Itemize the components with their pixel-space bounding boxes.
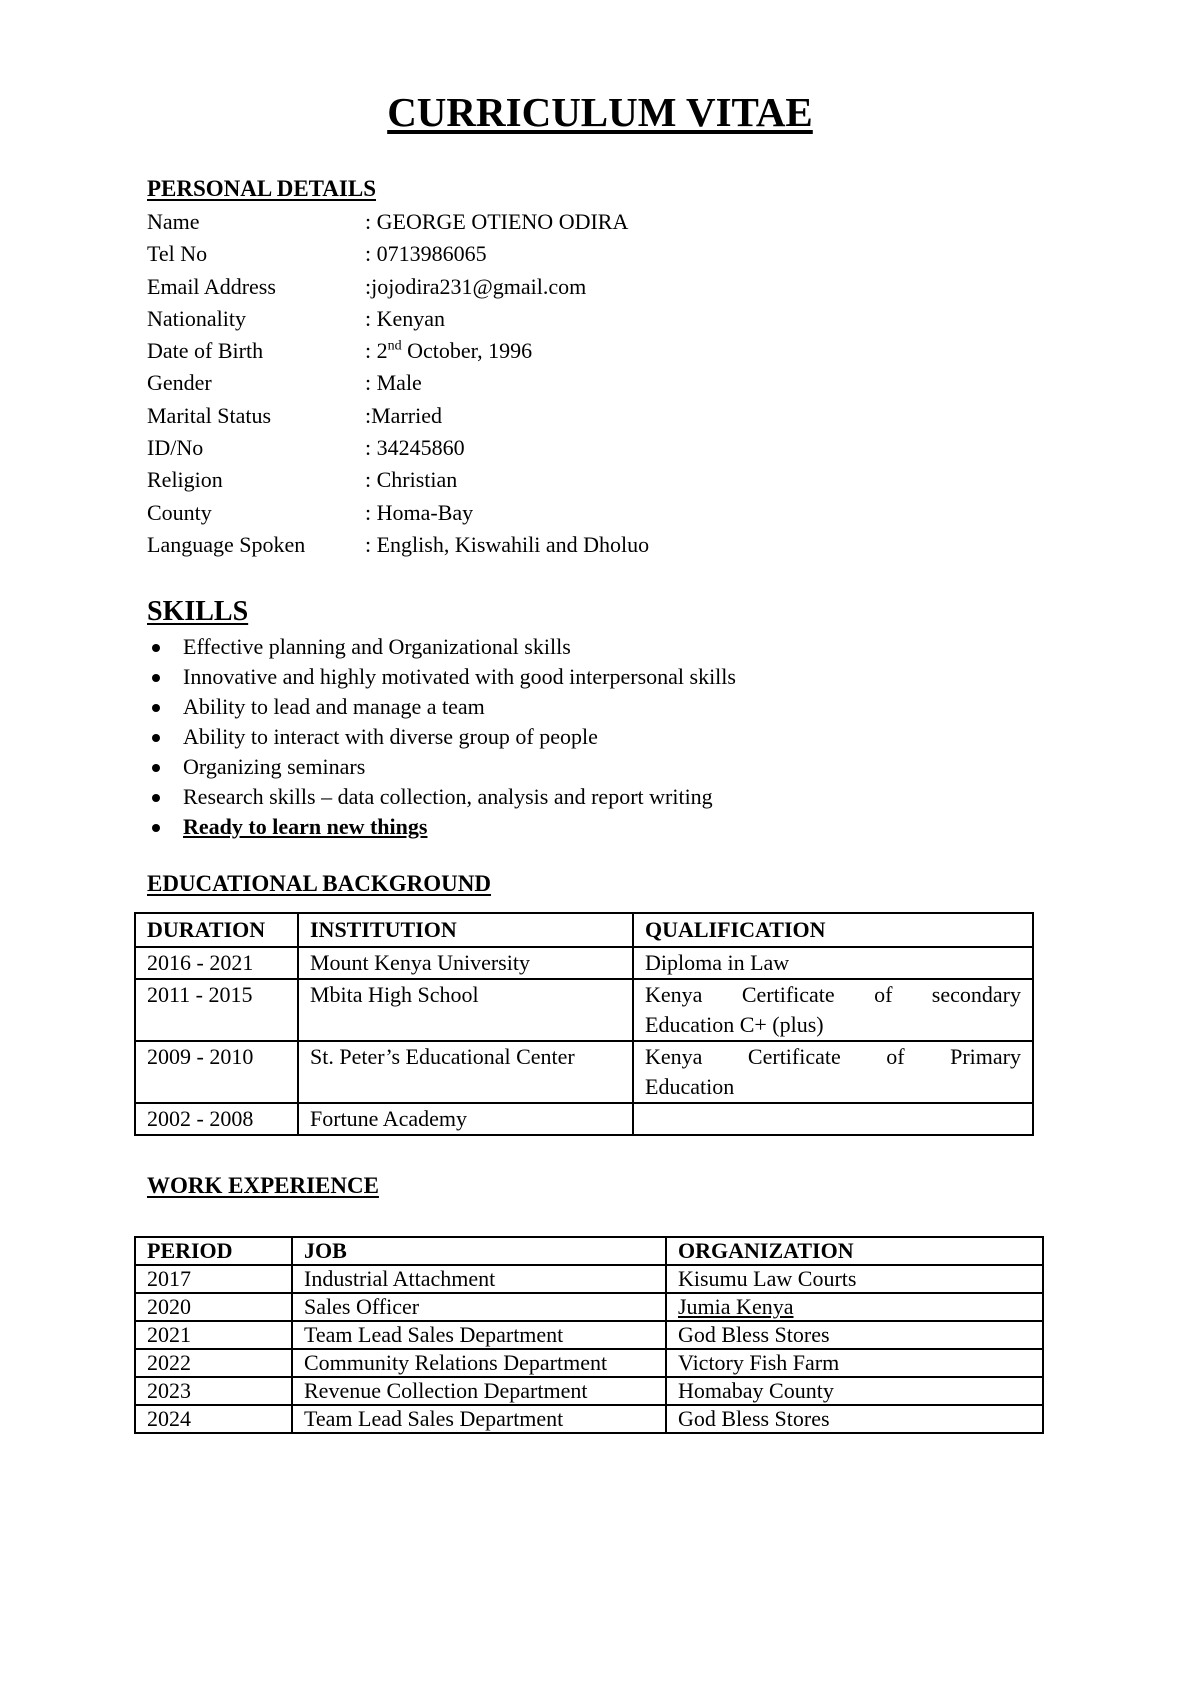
- column-header: PERIOD: [135, 1237, 292, 1265]
- detail-label: Date of Birth: [147, 338, 264, 364]
- job-cell: Industrial Attachment: [292, 1265, 666, 1293]
- job-cell: Revenue Collection Department: [292, 1377, 666, 1405]
- table-row: [135, 979, 1033, 1041]
- qualification-line: Education C+ (plus): [645, 1012, 824, 1037]
- detail-label: Name: [147, 209, 200, 234]
- detail-row-name: [147, 206, 649, 238]
- period-cell: 2020: [135, 1293, 292, 1321]
- work-experience-heading: WORK EXPERIENCE: [147, 1173, 379, 1198]
- detail-row-language: [147, 529, 649, 561]
- detail-row-county: [147, 497, 649, 529]
- detail-value: : English, Kiswahili and Dholuo: [365, 531, 650, 557]
- skills-list: [147, 632, 736, 842]
- list-item: [147, 692, 736, 722]
- organization-name: Jumia Kenya: [678, 1294, 794, 1319]
- qualification-cell: [633, 1103, 1033, 1135]
- bullet-icon: [152, 764, 160, 772]
- bullet-icon: [152, 824, 160, 832]
- detail-label: Language Spoken: [147, 531, 306, 557]
- column-header: ORGANIZATION: [666, 1237, 1043, 1265]
- duration-cell: 2009 - 2010: [135, 1041, 298, 1103]
- period-cell: 2024: [135, 1405, 292, 1433]
- detail-row-email: [147, 271, 649, 303]
- table-row: [135, 1321, 1043, 1349]
- organization-cell: [666, 1293, 1043, 1321]
- period-cell: 2022: [135, 1349, 292, 1377]
- job-cell: Sales Officer: [292, 1293, 666, 1321]
- institution-cell: Fortune Academy: [298, 1103, 633, 1135]
- detail-value: : Male: [365, 370, 422, 396]
- table-row: [135, 1103, 1033, 1135]
- personal-details-heading: PERSONAL DETAILS: [147, 176, 377, 201]
- skill-text: Ability to interact with diverse group of people: [183, 724, 598, 749]
- period-cell: 2021: [135, 1321, 292, 1349]
- organization-cell: Kisumu Law Courts: [666, 1265, 1043, 1293]
- detail-label: Gender: [147, 370, 212, 396]
- detail-row-id: [147, 432, 649, 464]
- bullet-icon: [152, 734, 160, 742]
- period-cell: 2023: [135, 1377, 292, 1405]
- skills-heading: SKILLS: [147, 596, 249, 627]
- list-item: [147, 662, 736, 692]
- detail-label: Marital Status: [147, 402, 272, 428]
- column-header: QUALIFICATION: [633, 913, 1033, 947]
- bullet-icon: [152, 794, 160, 802]
- table-row: [135, 1041, 1033, 1103]
- duration-cell: 2002 - 2008: [135, 1103, 298, 1135]
- detail-value: : Kenyan: [365, 305, 446, 331]
- skill-text: Ready to learn new things: [183, 814, 428, 839]
- institution-cell: St. Peter’s Educational Center: [298, 1041, 633, 1103]
- qualification-cell: [633, 947, 1033, 979]
- dob-ordinal: nd: [387, 338, 402, 354]
- detail-row-dob: [147, 335, 649, 367]
- detail-row-marital: [147, 400, 649, 432]
- institution-cell: Mount Kenya University: [298, 947, 633, 979]
- education-table: [134, 912, 1034, 1136]
- job-cell: Community Relations Department: [292, 1349, 666, 1377]
- detail-value: :jojodira231@gmail.com: [365, 273, 587, 299]
- table-row: [135, 1293, 1043, 1321]
- bullet-icon: [152, 674, 160, 682]
- qualification-line: Education: [645, 1074, 735, 1099]
- detail-label: County: [147, 499, 212, 525]
- work-experience-table: [134, 1236, 1044, 1434]
- detail-value: [365, 335, 532, 367]
- detail-label: Tel No: [147, 241, 208, 267]
- table-row: [135, 947, 1033, 979]
- skill-text: Innovative and highly motivated with good interpersonal skills: [183, 664, 736, 689]
- table-row: [135, 1405, 1043, 1433]
- detail-label: ID/No: [147, 435, 204, 461]
- column-header: INSTITUTION: [298, 913, 633, 947]
- table-header-row: [135, 1237, 1043, 1265]
- table-row: [135, 1349, 1043, 1377]
- detail-value: : Christian: [365, 467, 458, 493]
- skill-text: Ability to lead and manage a team: [183, 694, 485, 719]
- job-cell: Team Lead Sales Department: [292, 1321, 666, 1349]
- qualification-line: Kenya Certificate of secondary: [645, 982, 1021, 1007]
- list-item: [147, 782, 736, 812]
- education-heading: EDUCATIONAL BACKGROUND: [147, 871, 491, 896]
- table-header-row: [135, 913, 1033, 947]
- column-header: DURATION: [135, 913, 298, 947]
- period-cell: 2017: [135, 1265, 292, 1293]
- table-row: [135, 1265, 1043, 1293]
- dob-suffix: October, 1996: [401, 338, 533, 364]
- detail-row-gender: [147, 367, 649, 399]
- detail-label: Nationality: [147, 305, 246, 331]
- list-item: [147, 722, 736, 752]
- document-title: CURRICULUM VITAE: [387, 89, 813, 135]
- bullet-icon: [152, 704, 160, 712]
- list-item: [147, 812, 736, 842]
- detail-value: : 34245860: [365, 435, 465, 461]
- personal-details-list: [147, 206, 649, 561]
- duration-cell: 2016 - 2021: [135, 947, 298, 979]
- qualification-cell: [633, 979, 1033, 1041]
- skill-text: Research skills – data collection, analysis and report writing: [183, 784, 713, 809]
- detail-row-religion: [147, 464, 649, 496]
- detail-value: : 0713986065: [365, 241, 487, 267]
- qualification-line: Diploma in Law: [645, 950, 790, 975]
- organization-cell: Homabay County: [666, 1377, 1043, 1405]
- detail-row-tel: [147, 238, 649, 270]
- column-header: JOB: [292, 1237, 666, 1265]
- list-item: [147, 752, 736, 782]
- qualification-cell: [633, 1041, 1033, 1103]
- detail-label: Email Address: [147, 273, 276, 299]
- detail-row-nationality: [147, 303, 649, 335]
- bullet-icon: [152, 644, 160, 652]
- job-cell: Team Lead Sales Department: [292, 1405, 666, 1433]
- organization-cell: God Bless Stores: [666, 1405, 1043, 1433]
- skill-text: Effective planning and Organizational skills: [183, 634, 571, 659]
- duration-cell: 2011 - 2015: [135, 979, 298, 1041]
- detail-value: : GEORGE OTIENO ODIRA: [365, 209, 629, 234]
- skill-text: Organizing seminars: [183, 754, 366, 779]
- qualification-line: Kenya Certificate of Primary: [645, 1044, 1021, 1069]
- detail-value: :Married: [365, 402, 442, 428]
- table-row: [135, 1377, 1043, 1405]
- institution-cell: Mbita High School: [298, 979, 633, 1041]
- detail-value: : Homa-Bay: [365, 499, 474, 525]
- dob-prefix: : 2: [365, 338, 388, 364]
- list-item: [147, 632, 736, 662]
- organization-cell: Victory Fish Farm: [666, 1349, 1043, 1377]
- organization-cell: God Bless Stores: [666, 1321, 1043, 1349]
- detail-label: Religion: [147, 467, 223, 493]
